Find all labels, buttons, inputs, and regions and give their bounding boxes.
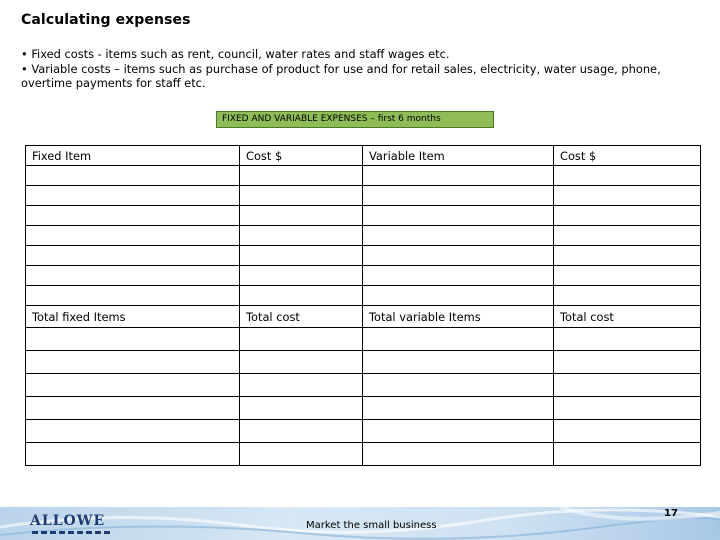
table-row [26,186,701,206]
cell[interactable] [240,420,363,443]
cell[interactable] [26,351,240,374]
cell[interactable] [554,351,701,374]
cell[interactable] [363,351,554,374]
table-header-row [26,146,701,166]
table-row [26,374,701,397]
header-variable-cost: Cost $ [554,146,701,166]
cell[interactable] [26,328,240,351]
table-row [26,351,701,374]
table-row [26,328,701,351]
section-banner: FIXED AND VARIABLE EXPENSES – first 6 months [216,111,494,128]
page-title: Calculating expenses [21,12,191,28]
page-number: 17 [664,508,678,519]
cell[interactable] [363,420,554,443]
cell[interactable] [240,286,363,306]
cell[interactable] [554,443,701,466]
cell[interactable] [554,328,701,351]
cell[interactable] [554,166,701,186]
table-row [26,397,701,420]
cell[interactable] [26,397,240,420]
cell[interactable] [240,397,363,420]
cell[interactable] [554,186,701,206]
cell[interactable] [26,420,240,443]
total-variable-cost: Total cost [554,306,701,328]
cell[interactable] [240,443,363,466]
cell[interactable] [26,226,240,246]
header-fixed-cost: Cost $ [240,146,363,166]
allowe-logo: ALLOWE [30,513,106,529]
cell[interactable] [363,374,554,397]
table-row [26,443,701,466]
table-row [26,266,701,286]
expenses-table [25,145,701,466]
cell[interactable] [554,246,701,266]
cell[interactable] [26,266,240,286]
total-variable-items: Total variable Items [363,306,554,328]
table-row [26,166,701,186]
cell[interactable] [26,166,240,186]
cell[interactable] [26,246,240,266]
cell[interactable] [26,206,240,226]
cell[interactable] [554,266,701,286]
bullet-list [21,47,701,91]
cell[interactable] [363,266,554,286]
cell[interactable] [240,206,363,226]
cell[interactable] [554,374,701,397]
table-row [26,286,701,306]
header-variable-item: Variable Item [363,146,554,166]
cell[interactable] [363,328,554,351]
cell[interactable] [240,166,363,186]
cell[interactable] [26,443,240,466]
cell[interactable] [363,286,554,306]
cell[interactable] [363,186,554,206]
table-row [26,206,701,226]
logo-underline-decoration [32,531,110,534]
bullet-fixed-costs: • Fixed costs - items such as rent, council, water rates and staff wages etc. [21,47,450,61]
table-row [26,246,701,266]
cell[interactable] [26,374,240,397]
cell[interactable] [363,246,554,266]
cell[interactable] [240,351,363,374]
bullet-variable-costs: • Variable costs – items such as purchase of product for use and for retail sales, electricity, water usage, phone, overtime payments for staff etc. [21,61,661,90]
cell[interactable] [554,226,701,246]
cell[interactable] [240,328,363,351]
cell[interactable] [363,206,554,226]
cell[interactable] [240,226,363,246]
cell[interactable] [363,226,554,246]
total-fixed-cost: Total cost [240,306,363,328]
cell[interactable] [240,186,363,206]
table-row [26,420,701,443]
footer-caption: Market the small business [306,520,437,531]
cell[interactable] [554,420,701,443]
table-row [26,226,701,246]
cell[interactable] [363,443,554,466]
cell[interactable] [240,266,363,286]
cell[interactable] [26,286,240,306]
cell[interactable] [26,186,240,206]
table-totals-row [26,306,701,328]
cell[interactable] [363,166,554,186]
cell[interactable] [240,374,363,397]
cell[interactable] [554,397,701,420]
total-fixed-items: Total fixed Items [26,306,240,328]
cell[interactable] [363,397,554,420]
header-fixed-item: Fixed Item [26,146,240,166]
cell[interactable] [554,206,701,226]
cell[interactable] [240,246,363,266]
cell[interactable] [554,286,701,306]
